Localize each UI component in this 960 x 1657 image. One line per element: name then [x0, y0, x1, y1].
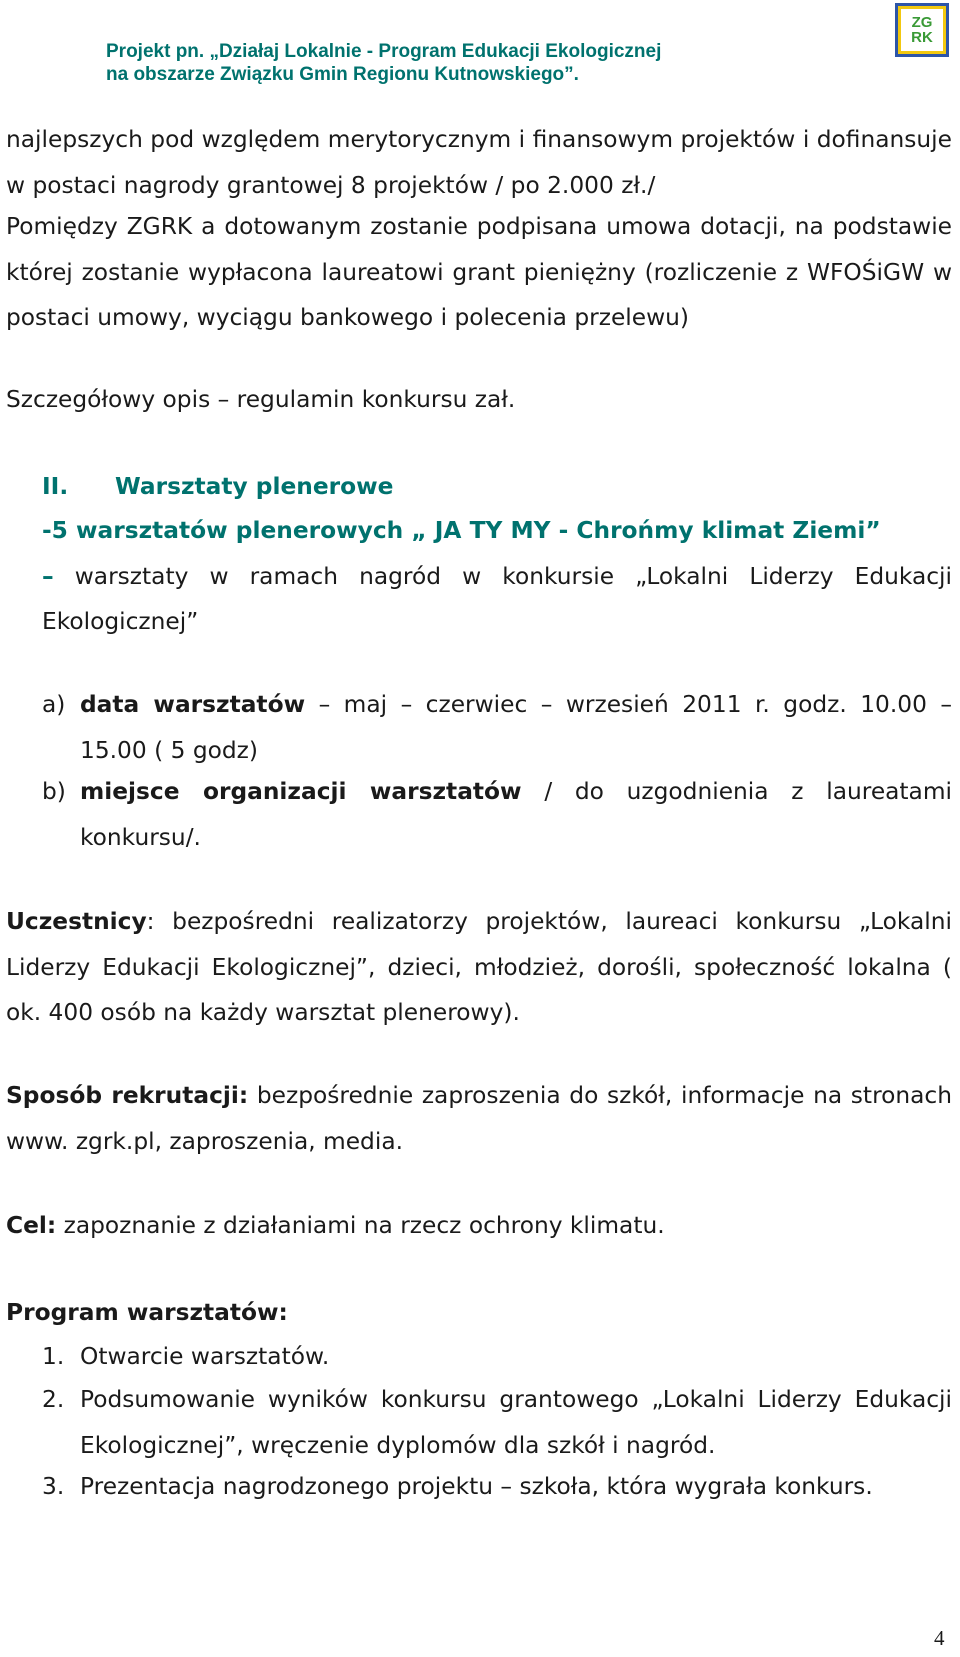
page-number: 4 [934, 1626, 945, 1650]
document-header [106, 40, 886, 86]
workshop-subtitle [42, 508, 952, 645]
program-item [42, 1377, 952, 1468]
section-heading [42, 464, 393, 510]
list-item-label: b) [42, 778, 66, 805]
list-item-bold: data warsztatów [80, 691, 306, 718]
program-item-text: Podsumowanie wyników konkursu grantowego „Lokalni Liderzy Edukacji Ekologicznej”, wręczenie dyplomów dla szkół i nagród. [80, 1386, 952, 1459]
program-item-text: Prezentacja nagrodzonego projektu – szkoła, która wygrała konkurs. [80, 1473, 873, 1500]
workshop-subtitle-dash: – [42, 562, 54, 590]
zgrk-logo [895, 3, 949, 57]
program-item-number: 2. [42, 1386, 65, 1413]
list-item-label: a) [42, 691, 66, 718]
participants-label: Uczestnicy [6, 908, 147, 935]
program-item-number: 3. [42, 1473, 65, 1500]
intro-paragraph: najlepszych pod względem merytorycznym i finansowym projektów i dofinansuje w postaci nagrody grantowej 8 projektów / po 2.000 zł./ [6, 126, 952, 199]
program-item-number: 1. [42, 1343, 65, 1370]
section-number: II. [42, 473, 69, 500]
program-heading: Program warsztatów: [6, 1299, 288, 1326]
list-item-text: / do uzgodnienia z laureatami konkursu/. [80, 778, 952, 851]
list-item-text: – maj – czerwiec – wrzesień 2011 r. godz. 10.00 – 15.00 ( 5 godz) [80, 691, 953, 764]
agreement-paragraph: Pomiędzy ZGRK a dotowanym zostanie podpisana umowa dotacji, na podstawie której zostanie wypłacona laureatowi grant pieniężny (rozliczenie z WFOŚiGW w postaci umowy, wyciągu bankowego i polecenia przelewu) [6, 213, 952, 331]
list-item [42, 682, 952, 773]
list-item [42, 769, 952, 860]
list-item-bold: miejsce organizacji warsztatów [80, 778, 522, 805]
program-item [42, 1464, 952, 1510]
section-title: Warsztaty plenerowe [115, 473, 394, 500]
program-item [42, 1334, 952, 1380]
rules-reference: Szczegółowy opis – regulamin konkursu zał. [6, 386, 516, 413]
header-line-1: Projekt pn. „Działaj Lokalnie - Program Edukacji Ekologicznej [106, 41, 662, 62]
recruitment-label: Sposób rekrutacji: [6, 1082, 249, 1109]
goal-text: zapoznanie z działaniami na rzecz ochrony klimatu. [56, 1212, 665, 1239]
recruitment-paragraph [6, 1073, 952, 1164]
goal-label: Cel: [6, 1212, 57, 1239]
participants-text: : bezpośredni realizatorzy projektów, laureaci konkursu „Lokalni Liderzy Edukacji Ekologicznej”, dzieci, młodzież, dorośli, społeczność lokalna ( ok. 400 osób na każdy warsztat plenerowy). [6, 908, 952, 1026]
header-line-2: na obszarze Związku Gmin Regionu Kutnowskiego”. [106, 64, 579, 85]
workshop-subtitle-text: warsztaty w ramach nagród w konkursie „Lokalni Liderzy Edukacji Ekologicznej” [42, 562, 952, 635]
recruitment-text: bezpośrednie zaproszenia do szkół, informacje na stronach www. zgrk.pl, zaproszenia, media. [6, 1082, 953, 1155]
program-item-text: Otwarcie warsztatów. [80, 1343, 330, 1370]
logo-text-top: ZG [911, 14, 933, 31]
logo-text-bottom: RK [911, 29, 933, 46]
goal-paragraph [6, 1203, 952, 1249]
workshop-subtitle-bold: -5 warsztatów plenerowych „ JA TY MY - Chrońmy klimat Ziemi” [42, 517, 881, 544]
participants-paragraph [6, 899, 952, 1036]
